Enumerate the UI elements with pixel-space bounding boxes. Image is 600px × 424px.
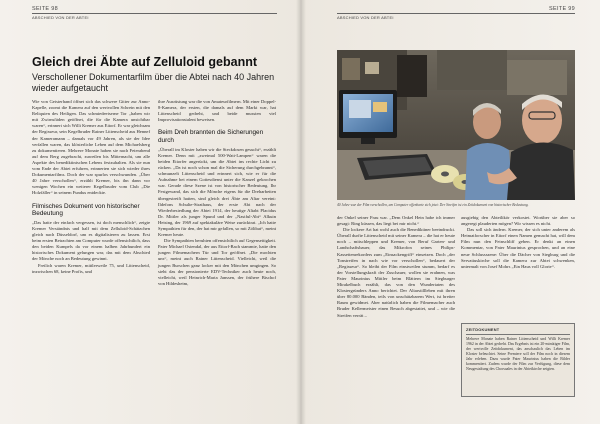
picture-frame [342,58,360,80]
computer-monitor-icon [339,90,397,144]
text-column-2 [158,99,276,287]
page-number-right: SEITE 99 [549,6,575,12]
column-subhead: Filmisches Dokument von historischer Bedeutung [32,202,140,217]
photo-illustration [337,50,575,200]
info-box-zeitdokument [461,323,575,397]
article-photo [337,50,575,200]
info-box-rule [466,334,570,335]
info-box-heading: ZEITDOKUMENT [466,327,500,332]
window-light [507,60,567,95]
running-head-right [337,6,575,20]
paragraph: ihre Ausrüstung war die von Amateurfilmern. Mit einer Doppel-8-Kamera, der ersten, die damals auf dem Markt war, hat Littenscheid gedreht, und beide mussten viel Improvisationstalent beweisen. [158,99,277,123]
paragraph: Wie von Geisterhand öffnet sich das schwere Gitter zur Anno-Kapelle, zoomt die Kamera auf den wertvollen Schrein mit den Reliquien des Heiligen. Das schmiedeeiserne Tor „haben wir mit Zwirnsfäden geöffnet, die für die Kamera unsichtbar waren“, erinnert sich Willi Kremer aus Eitorf. Er war gleichsam der Regisseur, sein Kegelbruder Rainer Littenscheid aus Hennef der Kameramann – damals vor 49 Jahren, als sie der Idee verfallen waren, das klösterliche Leben auf dem Michaelsberg zu dokumentieren. Mehrere Monate haben sie nach Feierabend auf dem Berg zugebracht, zuweilen bis Mitternacht, um alle Aspekte des benediktinischen Lebens festzuhalten. Als sie nun vom Ende der Abtei erfuhren, erinnerten sie sich wieder ihres Dokumentarfilms. Doch der war spurlos verschwunden. „Über 40 Jahre verschollen“, erzählt Kremer, bis ihn dann vor wenigen Wochen ein weiterer Kegelbruder vom Club „Die Holzfäller“ in seinem Fundus entdeckte. [32,99,150,196]
speaker-cabinet [397,55,427,97]
text-column-1 [32,99,150,275]
page-number-left: SEITE 98 [32,6,58,12]
book-gutter [296,0,306,424]
article-subhead: Verschollener Dokumentarfilm über die Abtei nach 40 Jahren wieder aufgetaucht [32,72,275,93]
paragraph: Die lockere Art hat wohl auch die Benediktiner beeindruckt. Überall durfte Littenscheid mit seiner Kamera – die hat er heute noch – mitschleppen und Kremer, von Beruf Garten- und Landschaftsbauer, das Mikrofon seines Philips-Kassettenrekorders zum „Einsackengriff“ einsetzen. Doch „der Tonstreifen in nach wie vor verschollen“, bedauert der „Regisseur“. So bleibt der Film einstweilen stumm, bedarf es der Vorstellungskraft der Zuschauer, wollen sie erahnen, was Pater Maurinius Mittler beim Blättern im Siegburger Mirakelbuch erzählt, das von den Wundertaten des Klostergründers Anno berichtet. Der Altarstillleben mit ihren über 80.000 Bänden, teils von unschätzbarem Wert, ist breiter Raum gewidmet. Aber natürlich haben die Filmemacher auch Bruder Kellermeister einen Besuch abgestattet, und – wie die Streifen verrät – [337,227,455,318]
article-headline: Gleich drei Äbte auf Zelluloid gebannt [32,55,258,69]
running-head-rule-right [337,13,575,14]
paragraph: Das soll sich ändern. Kremer, der sich unter anderem als Heimatforscher in Eitorf einen Namen gemacht hat, will dem Film nun den Feinschliff geben. Er denkt an einen Kommentar, von Pater Maurinius gesprochen, und an eine neue Schlussszene: Über die Dächer von Siegburg und die Servatiuskirche soll die Kamera zur Abtei schwenken, untermalt von Josef Mohrs „Ein Haus voll Glorie“. [461,227,575,269]
running-head-left [32,6,277,20]
photo-caption: 40 Jahre war der Film verschollen, am Computer offenbarte sich jetzt: Der Streifen ist ein Zeitdokument von historischer Bedeutung. [337,203,529,207]
paragraph: Die Sympathien beruhten offensichtlich auf Gegenseitigkeit. Pater Michael Ostendal, der aus Eitorf-Bach stammte, hatte den jungen Filmemachern Tür und Tor geöffnet. „Die mochten uns“, meint auch Rainer Littenscheid. Vielleicht, weil die jungen Burschen ganz locker mit den Mönchen umgingen. So sieht das der pensionierte EDV-Techniker auch heute noch, vielleicht, weil Heinrich-Maria Janssen, der frühere Bischof von Hildesheim, [158,238,276,286]
box-on-shelf [365,62,379,74]
paragraph: der Onkel seiner Frau war. „Dem Onkel Hein habe ich immer gesagt: Ring küssen, das liegt bei mir nicht.“ [337,215,455,227]
paragraph: Freilich waren Kremer, mittlerweile 75, und Littenscheid, inzwischen 68, keine Profis, und [32,262,150,274]
section-label-left: ABSCHIED VON DER ABTEI [32,14,89,20]
paragraph: „Überall im Kloster haben wir die Steckdosen gesucht“, erzählt Kremer. Denn mit „zweimal 500-Watt-Lampen“ waren die beiden Eitorfer angerückt, um die Abtei ins rechte Licht zu rücken. „Da ist noch schon mal die Sicherung durchgebrannt“, schmunzelt Littenscheid und erinnert sich, wie er für die Aufnahme bei einem Gottesdienst unter die Kanzel gekrochen war. Gerade diese Szene ist von historischer Bedeutung. Ihr Festgewand, das sich die Mönche eigens für die Dreharbeiten übergestreift hatten, sind gleich drei Äbte am Altar vereint: Ildefons Schulte-Strathaus, der erste Abt nach der Wiederbesiedlung der Abtei 1914, der heutige Altabt Placidus Dr. Mittler als junger Spund und der „Nastful-Abt“ Alkuin Heising, der 1969 auf spektakuläre Weise zurücktrat. „Ich hatte Sympathien für den, der hat mir gefallen, so mit Zölibat“, meint Kremer heute. [158,146,276,238]
text-column-3 [337,215,455,319]
text-column-4 [461,215,575,270]
info-box-text: Mehrere Monate haben Rainer Littenscheid und Willi Kremer 1962 in der Abtei gedreht. Das Ergebnis ist ein 20-minütiger Film, der wertvolle Zeitdokument, das anschaulich das Leben im Kloster beleuchtet. Seine Premiere soll der Film noch in diesem Jahr erleben. Dazu wurde Pater Maurinius haben die Bilder kommentiert. Zudem wurde der Film zur Verfügung, diese dem Neugestaltung des Chorsaales in der Abteikirche zeigten. [466,336,570,371]
section-label-right: ABSCHIED VON DER ABTEI [337,14,394,20]
paragraph: ausgiebig den Abteilikör verkostet. Worüber sie aber so angeregt plauderten mögen? Wir wissen es nicht. [461,215,575,227]
column-subhead: Beim Dreh brannten die Sicherungen durch [158,129,264,144]
wall-panel [437,50,507,90]
running-head-rule-left [32,13,277,14]
paragraph: „Das hatte der einfach vergessen, ist doch menschlich“, zeigte Kremer Verständnis und half mit dem Zelluloid-Schätzchen gleich nach Düsseldorf, um es digitalisieren zu lassen. Erst beim ersten Betrachten am Computer wurde offensichtlich, dass den beiden Kumpels da vor einem halben Jahrhundert ein historisches Dokument gelungen war, das mit dem Abschied der Mönche noch an Bedeutung gewinnt. [32,219,150,262]
